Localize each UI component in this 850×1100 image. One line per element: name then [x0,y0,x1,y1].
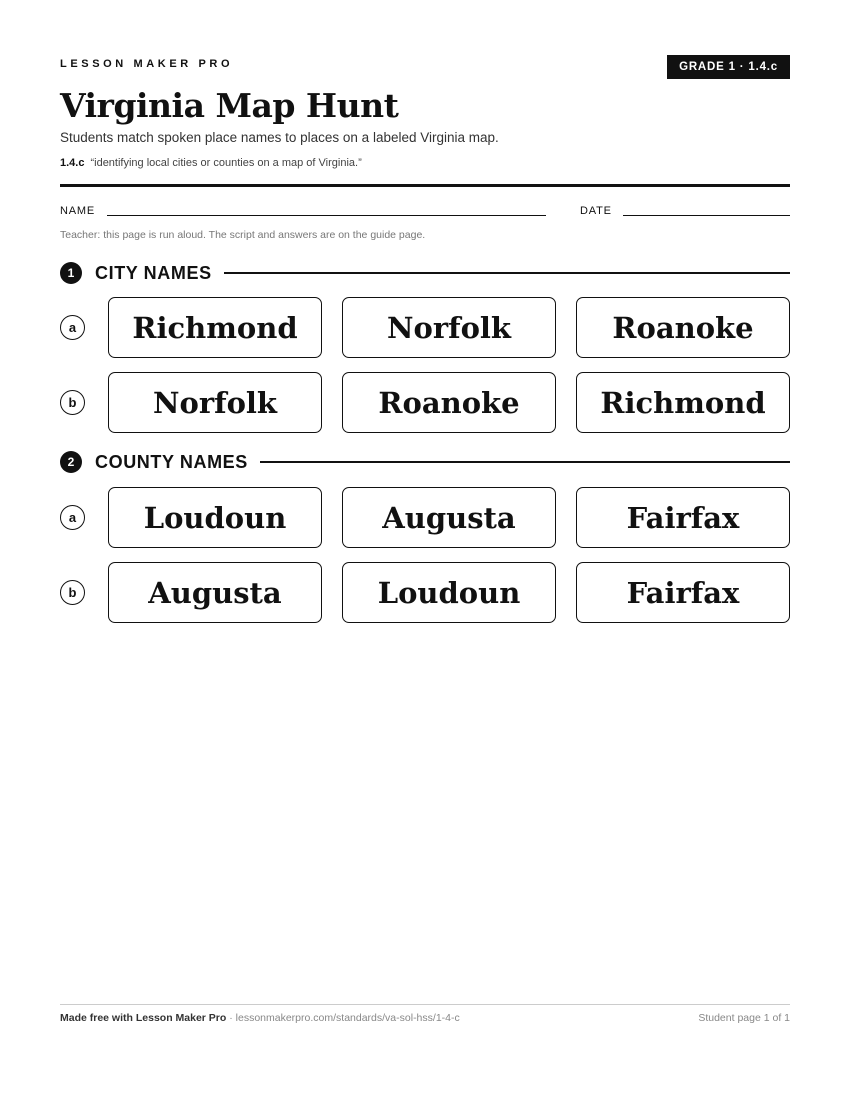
answer-card[interactable]: Augusta [108,562,322,623]
name-field[interactable] [107,215,546,216]
section-divider [224,272,790,274]
footer-made-with: Made free with Lesson Maker Pro [60,1012,227,1024]
row-letter: b [60,390,85,415]
header-divider [60,184,790,187]
section-city-names [60,261,790,285]
grade-badge: GRADE 1 · 1.4.c [667,55,790,79]
answer-row-1b [60,372,790,434]
row-letter: a [60,505,85,530]
worksheet-page [60,0,790,1100]
answer-card[interactable]: Norfolk [108,372,322,433]
answer-card[interactable]: Richmond [108,297,322,358]
answer-card[interactable]: Fairfax [576,487,790,548]
footer-separator: · [226,1012,236,1024]
answer-card[interactable]: Richmond [576,372,790,433]
answer-card[interactable]: Norfolk [342,297,556,358]
answer-card[interactable]: Roanoke [342,372,556,433]
section-title: CITY NAMES [95,262,212,283]
answer-row-1a [60,297,790,359]
footer-page-label: Student page 1 of 1 [698,1012,790,1024]
section-number: 1 [60,262,82,284]
page-title: Virginia Map Hunt [60,86,399,125]
teacher-note: Teacher: this page is run aloud. The script and answers are on the guide page. [60,229,426,241]
standard-line [60,157,362,169]
brand-name: LESSON MAKER PRO [60,58,234,70]
answer-row-2b [60,562,790,624]
section-county-names [60,450,790,474]
answer-card[interactable]: Fairfax [576,562,790,623]
section-divider [260,461,790,463]
answer-row-2a [60,487,790,549]
date-field[interactable] [623,215,790,216]
footer-url[interactable]: lessonmakerpro.com/standards/va-sol-hss/1-4-c [235,1012,460,1024]
standard-text: “identifying local cities or counties on a map of Virginia.” [90,157,362,169]
page-subtitle: Students match spoken place names to places on a labeled Virginia map. [60,130,499,145]
answer-card[interactable]: Augusta [342,487,556,548]
answer-card[interactable]: Loudoun [108,487,322,548]
answer-card[interactable]: Roanoke [576,297,790,358]
section-number: 2 [60,451,82,473]
footer-divider [60,1004,790,1005]
standard-code: 1.4.c [60,157,85,169]
row-letter: a [60,315,85,340]
footer-credit [60,1012,460,1024]
name-label: NAME [60,205,95,217]
answer-card[interactable]: Loudoun [342,562,556,623]
date-label: DATE [580,205,612,217]
row-letter: b [60,580,85,605]
section-title: COUNTY NAMES [95,451,248,472]
